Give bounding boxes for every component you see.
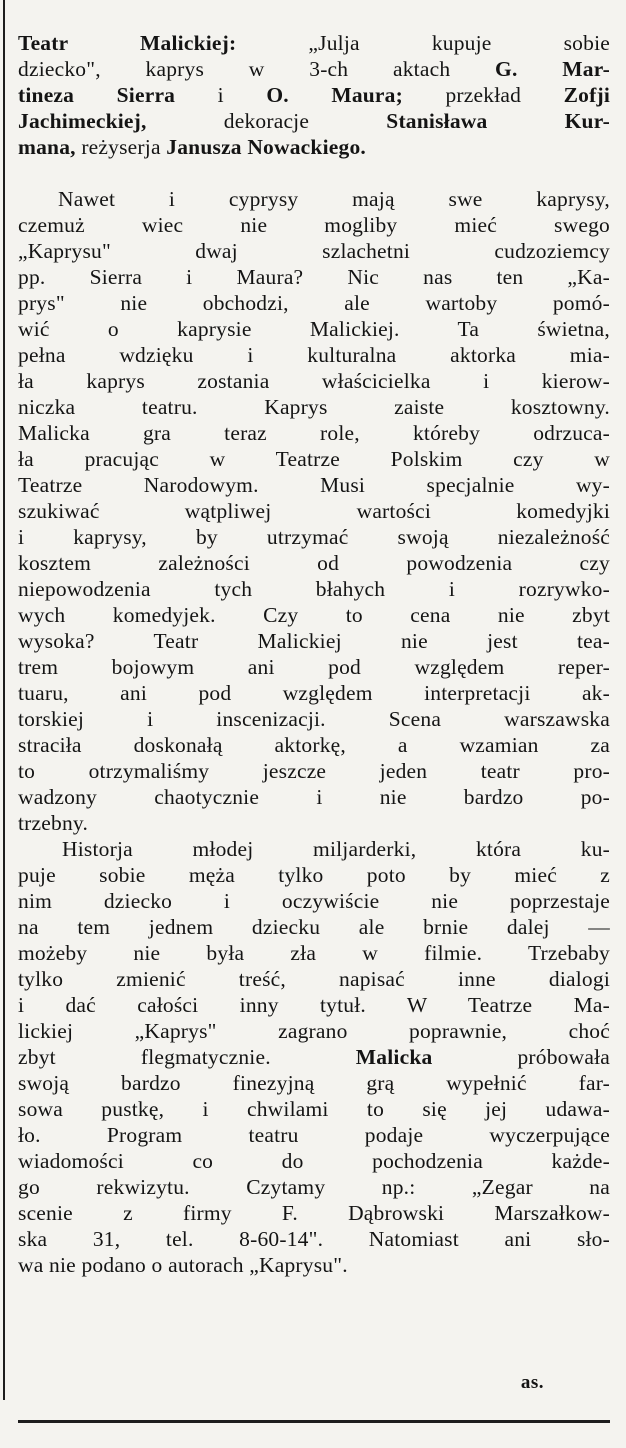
text-segment: reżyserja xyxy=(75,135,167,159)
bold-text: Teatr Malickiej: xyxy=(18,31,237,55)
paragraph-1 xyxy=(18,186,610,836)
paragraph1-line xyxy=(18,784,610,810)
text-segment: prys" nie obchodzi, ale wartoby pomó- xyxy=(18,291,610,315)
bottom-rule xyxy=(18,1420,610,1423)
paragraph1-line xyxy=(18,420,610,446)
paragraph2-line xyxy=(18,1200,610,1226)
paragraph1-line xyxy=(18,524,610,550)
paragraph1-line xyxy=(18,758,610,784)
paragraph1-line xyxy=(18,186,610,212)
text-segment: wych komedyjek. Czy to cena nie zbyt xyxy=(18,603,610,627)
text-segment: kosztem zależności od powodzenia czy xyxy=(18,551,610,575)
paragraph2-line xyxy=(18,888,610,914)
text-segment: czemuż wiec nie mogliby mieć swego xyxy=(18,213,610,237)
paragraph1-line xyxy=(18,290,610,316)
text-segment: szukiwać wątpliwej wartości komedyjki xyxy=(18,499,610,523)
paragraph2-line xyxy=(18,940,610,966)
header-line xyxy=(18,82,610,108)
paragraph1-line xyxy=(18,732,610,758)
text-segment: dziecko", kaprys w 3-ch aktach xyxy=(18,57,496,81)
review-header xyxy=(18,30,610,160)
header-line xyxy=(18,108,610,134)
text-segment: próbowała xyxy=(432,1045,610,1069)
bold-text: mana, xyxy=(18,135,76,159)
paragraph2-line xyxy=(18,966,610,992)
text-segment: na tem jednem dziecku ale brnie dalej — xyxy=(18,915,610,939)
text-segment: i kaprysy, by utrzymać swoją niezależność xyxy=(18,525,610,549)
bold-text: Stanisława Kur- xyxy=(386,109,610,133)
text-segment: i xyxy=(175,83,267,107)
text-segment: swoją bardzo finezyjną grą wypełnić far- xyxy=(18,1071,610,1095)
paragraph2-line xyxy=(18,1018,610,1044)
text-segment: ła kaprys zostania właścicielka i kierow- xyxy=(18,369,610,393)
text-segment: Malicka gra teraz role, któreby odrzuca- xyxy=(18,421,610,445)
text-segment: lickiej „Kaprys" zagrano poprawnie, choć xyxy=(18,1019,610,1043)
text-segment: „Julja kupuje sobie xyxy=(236,31,610,55)
paragraph1-line xyxy=(18,316,610,342)
bold-text: Janusza Nowackiego. xyxy=(166,135,366,159)
paragraph2-line xyxy=(18,1122,610,1148)
header-gap xyxy=(18,160,610,186)
paragraph2-line xyxy=(18,1096,610,1122)
paragraph2-line xyxy=(18,914,610,940)
paragraph1-line xyxy=(18,550,610,576)
text-segment: dekoracje xyxy=(146,109,387,133)
text-segment: trzebny. xyxy=(18,811,89,835)
paragraph2-line xyxy=(18,1226,610,1252)
text-segment: wadzony chaotycznie i nie bardzo po- xyxy=(18,785,610,809)
paragraph2-line xyxy=(18,1174,610,1200)
text-segment: wiadomości co do pochodzenia każde- xyxy=(18,1149,610,1173)
text-segment: nim dziecko i oczywiście nie poprzestaje xyxy=(18,889,610,913)
text-segment: przekład xyxy=(402,83,564,107)
text-segment: wić o kaprysie Malickiej. Ta świetna, xyxy=(18,317,610,341)
header-line xyxy=(18,56,610,82)
paragraph1-line xyxy=(18,394,610,420)
text-segment: to otrzymaliśmy jeszcze jeden teatr pro- xyxy=(18,759,610,783)
text-segment: niczka teatru. Kaprys zaiste kosztowny. xyxy=(18,395,610,419)
paragraph1-line xyxy=(18,654,610,680)
text-segment: pełna wdzięku i kulturalna aktorka mia- xyxy=(18,343,610,367)
text-segment: zbyt flegmatycznie. xyxy=(18,1045,356,1069)
paragraph2-line xyxy=(18,1044,610,1070)
text-segment: wa nie podano o autorach „Kaprysu". xyxy=(18,1253,348,1277)
text-segment: puje sobie męża tylko poto by mieć z xyxy=(18,863,610,887)
bold-text: G. Mar- xyxy=(495,57,610,81)
bold-text: Zofji xyxy=(563,83,610,107)
text-segment: Teatrze Narodowym. Musi specjalnie wy- xyxy=(18,473,610,497)
paragraph1-line xyxy=(18,706,610,732)
paragraph1-line xyxy=(18,602,610,628)
text-segment: tuaru, ani pod względem interpretacji ak- xyxy=(18,681,610,705)
paragraph1-line xyxy=(18,680,610,706)
paragraph1-line xyxy=(18,342,610,368)
text-segment: tylko zmienić treść, napisać inne dialogi xyxy=(18,967,610,991)
paragraph1-line xyxy=(18,212,610,238)
paragraph-2 xyxy=(18,836,610,1278)
text-segment: ska 31, tel. 8-60-14". Natomiast ani sło- xyxy=(18,1227,610,1251)
paragraph1-line xyxy=(18,472,610,498)
text-segment: możeby nie była zła w filmie. Trzebaby xyxy=(18,941,610,965)
paragraph1-line xyxy=(18,446,610,472)
text-segment: straciła doskonałą aktorkę, a wzamian za xyxy=(18,733,610,757)
text-segment: ło. Program teatru podaje wyczerpujące xyxy=(18,1123,610,1147)
paragraph1-line xyxy=(18,238,610,264)
paragraph1-line xyxy=(18,368,610,394)
paragraph2-line xyxy=(18,836,610,862)
text-segment: i dać całości inny tytuł. W Teatrze Ma- xyxy=(18,993,610,1017)
article xyxy=(18,30,610,1278)
paragraph2-line xyxy=(18,992,610,1018)
text-segment: pp. Sierra i Maura? Nic nas ten „Ka- xyxy=(18,265,610,289)
paragraph1-line xyxy=(18,498,610,524)
column-rule xyxy=(3,0,5,1400)
text-segment: ła pracując w Teatrze Polskim czy w xyxy=(18,447,610,471)
paragraph2-line xyxy=(18,862,610,888)
text-segment: niepowodzenia tych błahych i rozrywko- xyxy=(18,577,610,601)
paragraph1-line xyxy=(18,576,610,602)
text-segment: wysoka? Teatr Malickiej nie jest tea- xyxy=(18,629,610,653)
bold-text: Malicka xyxy=(355,1045,433,1069)
bold-text: Jachimeckiej, xyxy=(18,109,147,133)
text-segment: „Kaprysu" dwaj szlachetni cudzoziemcy xyxy=(18,239,610,263)
paragraph2-line xyxy=(18,1148,610,1174)
paragraph2-line xyxy=(18,1070,610,1096)
author-signature: as. xyxy=(520,1372,544,1393)
bold-text: O. Maura; xyxy=(266,83,403,107)
text-segment: torskiej i inscenizacji. Scena warszawska xyxy=(18,707,610,731)
header-line xyxy=(18,134,610,160)
text-segment: go rekwizytu. Czytamy np.: „Zegar na xyxy=(18,1175,610,1199)
paragraph1-line xyxy=(18,264,610,290)
text-segment: trem bojowym ani pod względem reper- xyxy=(18,655,610,679)
paragraph1-line xyxy=(18,628,610,654)
text-segment: sowa pustkę, i chwilami to się jej udawa- xyxy=(18,1097,610,1121)
header-line xyxy=(18,30,610,56)
text-segment: Nawet i cyprysy mają swe kaprysy, xyxy=(58,187,610,211)
text-segment: scenie z firmy F. Dąbrowski Marszałkow- xyxy=(18,1201,610,1225)
bold-text: tineza Sierra xyxy=(18,83,176,107)
text-segment: Historja młodej miljarderki, która ku- xyxy=(62,837,610,861)
paragraph1-line xyxy=(18,810,610,836)
paragraph2-line xyxy=(18,1252,610,1278)
